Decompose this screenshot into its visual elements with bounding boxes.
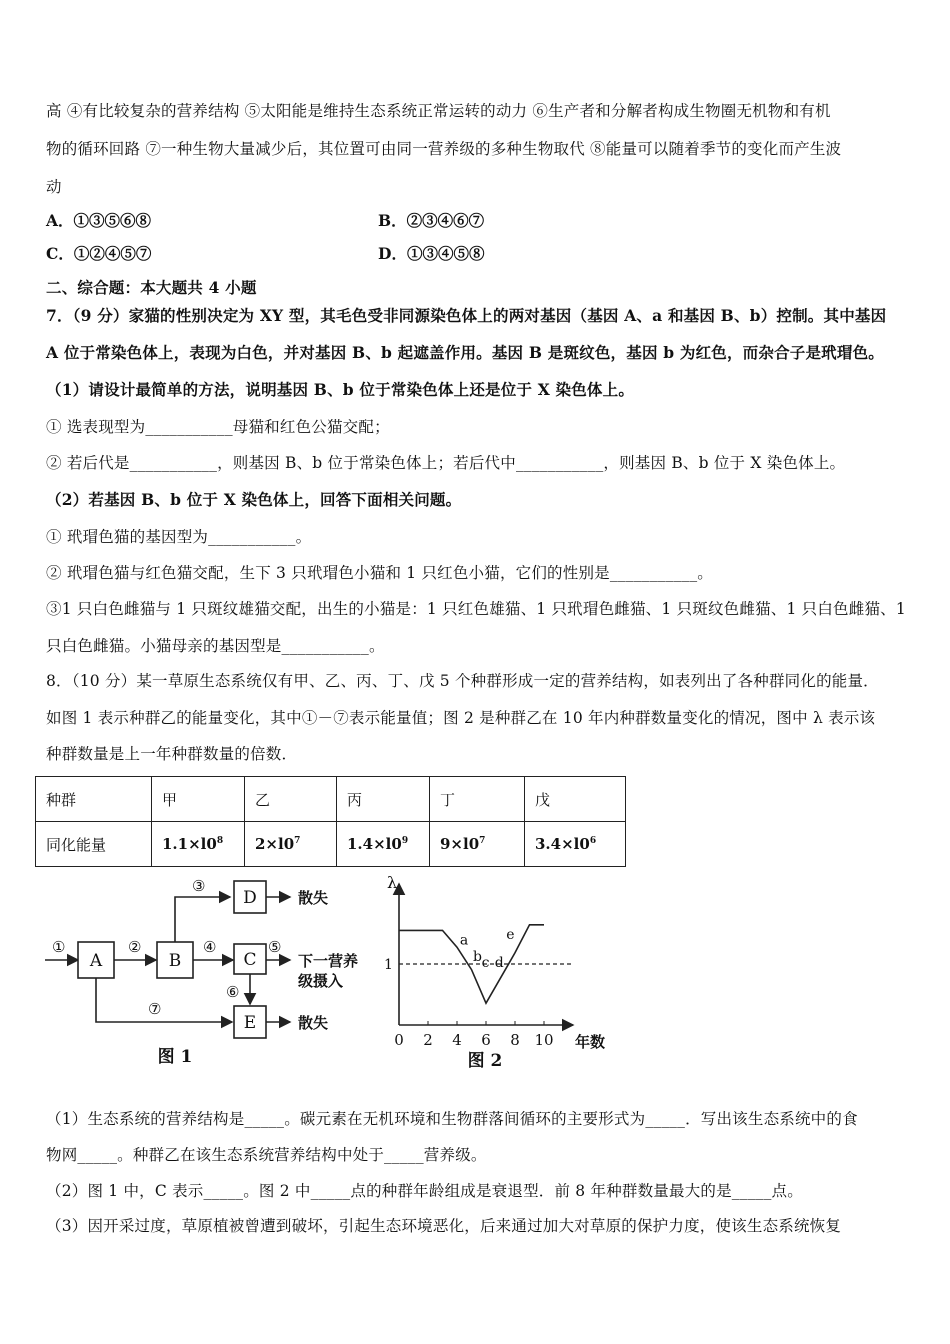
table-cell: $2\times l0^7$	[245, 822, 337, 867]
y-tick-label: 1	[384, 957, 393, 973]
table-cell: 丁	[430, 777, 525, 822]
x-tick-label: 8	[510, 1031, 520, 1049]
energy-table	[35, 776, 626, 867]
q7-part1-a: ① 选表现型为___________母猫和红色公猫交配；	[46, 418, 390, 436]
table-cell: $3.4\times l0^6$	[525, 822, 626, 867]
energy-value-label: ②	[128, 938, 142, 956]
table-cell: 戊	[525, 777, 626, 822]
next-level-label: 级摄入	[298, 972, 344, 990]
text-line: 高 ④有比较复杂的营养结构 ⑤太阳能是维持生态系统正常运转的动力 ⑥生产者和分解者构成生物圈无机物和有机	[46, 102, 831, 120]
point-label-e: e	[506, 926, 515, 943]
q7-part2-b: ② 玳瑁色猫与红色猫交配，生下 3 只玳瑁色小猫和 1 只红色小猫，它们的性别是___________。	[46, 564, 714, 582]
section-title: 二、综合题：本大题共 4 小题	[46, 278, 257, 297]
table-cell: 种群	[36, 777, 152, 822]
q8-part1: 物网_____。种群乙在该生态系统营养结构中处于_____营养级。	[46, 1146, 487, 1164]
q8-stem: 如图 1 表示种群乙的能量变化，其中①－⑦表示能量值；图 2 是种群乙在 10 年内种群数量变化的情况，图中 λ 表示该	[46, 709, 876, 727]
q7-stem: 7．（9 分）家猫的性别决定为 XY 型，其毛色受非同源染色体上的两对基因（基因 A、a 和基因 B、b）控制。其中基因	[46, 306, 887, 325]
text-line: 动	[46, 178, 62, 196]
energy-value-label: ③	[192, 877, 206, 895]
table-row	[36, 822, 626, 867]
table-cell: $1.4\times l0^9$	[337, 822, 430, 867]
table-header-row	[36, 777, 626, 822]
point-label-b: b	[472, 949, 482, 966]
energy-value-label: ⑦	[148, 1000, 162, 1018]
q8-stem: 种群数量是上一年种群数量的倍数．	[46, 745, 298, 763]
lambda-chart	[375, 870, 615, 1075]
energy-value-label: ⑤	[268, 938, 282, 956]
table-cell: 乙	[245, 777, 337, 822]
q7-part2-c: 只白色雌猫。小猫母亲的基因型是___________。	[46, 637, 385, 655]
text-line: 物的循环回路 ⑦一种生物大量减少后，其位置可由同一营养级的多种生物取代 ⑧能量可以随着季节的变化而产生波	[46, 140, 842, 158]
loss-label: 散失	[298, 1014, 329, 1032]
box-d-label: D	[243, 888, 257, 908]
table-cell: 甲	[152, 777, 245, 822]
box-e-label: E	[243, 1013, 257, 1033]
q7-part1-b: ② 若后代是___________，则基因 B、b 位于常染色体上；若后代中___________，则基因 B、b 位于 X 染色体上。	[46, 454, 846, 472]
y-axis-label: λ	[387, 873, 398, 892]
figure-1-caption: 图 1	[157, 1047, 193, 1067]
q8-stem: 8．（10 分）某一草原生态系统仅有甲、乙、丙、丁、戊 5 个种群形成一定的营养结构，如表列出了各种群同化的能量．	[46, 672, 879, 690]
table-cell: 丙	[337, 777, 430, 822]
x-axis-label: 年数	[575, 1033, 606, 1051]
table-cell: 同化能量	[36, 822, 152, 867]
energy-value-label: ①	[52, 938, 66, 956]
option-a[interactable]: A．①③⑤⑥⑧	[46, 211, 152, 230]
energy-value-label: ⑥	[226, 983, 240, 1001]
x-tick-label: 10	[534, 1031, 554, 1049]
table-cell: $9\times l0^7$	[430, 822, 525, 867]
box-a-label: A	[89, 951, 103, 971]
point-label-a: a	[459, 932, 469, 949]
x-tick-label: 4	[452, 1031, 462, 1049]
box-c-label: C	[243, 950, 257, 970]
q8-part2: （2）图 1 中，C 表示_____。图 2 中_____点的种群年龄组成是衰退型．前 8 年种群数量最大的是_____点。	[46, 1182, 803, 1200]
q7-part1: （1）请设计最简单的方法，说明基因 B、b 位于常染色体上还是位于 X 染色体上。	[46, 380, 635, 399]
energy-flow-diagram	[40, 872, 360, 1072]
energy-value-label: ④	[203, 938, 217, 956]
q8-part1: （1）生态系统的营养结构是_____。碳元素在无机环境和生物群落间循环的主要形式为_____．写出该生态系统中的食	[46, 1110, 858, 1128]
option-b[interactable]: B．②③④⑥⑦	[378, 211, 485, 230]
option-d[interactable]: D．①③④⑤⑧	[378, 244, 485, 263]
box-b-label: B	[168, 951, 182, 971]
x-tick-label: 2	[423, 1031, 433, 1049]
q7-part2-a: ① 玳瑁色猫的基因型为___________。	[46, 528, 312, 546]
figure-2-caption: 图 2	[467, 1051, 503, 1071]
point-label-c: c	[481, 954, 490, 971]
next-level-label: 下一营养	[298, 952, 359, 970]
q7-stem: A 位于常染色体上，表现为白色，并对基因 B、b 起遮盖作用。基因 B 是斑纹色，基因 b 为红色，而杂合子是玳瑁色。	[46, 343, 884, 362]
loss-label: 散失	[298, 889, 329, 907]
q7-part2: （2）若基因 B、b 位于 X 染色体上，回答下面相关问题。	[46, 490, 462, 509]
x-tick-label: 6	[481, 1031, 491, 1049]
option-c[interactable]: C．①②④⑤⑦	[46, 244, 152, 263]
table-cell: $1.1\times l0^8$	[152, 822, 245, 867]
x-tick-label: 0	[394, 1031, 404, 1049]
q7-part2-c: ③1 只白色雌猫与 1 只斑纹雄猫交配，出生的小猫是：1 只红色雄猫、1 只玳瑁色雌猫、1 只斑纹色雌猫、1 只白色雌猫、1	[46, 600, 906, 618]
point-label-d: d	[494, 954, 504, 971]
q8-part3: （3）因开采过度，草原植被曾遭到破坏，引起生态环境恶化，后来通过加大对草原的保护力度，使该生态系统恢复	[46, 1217, 842, 1235]
